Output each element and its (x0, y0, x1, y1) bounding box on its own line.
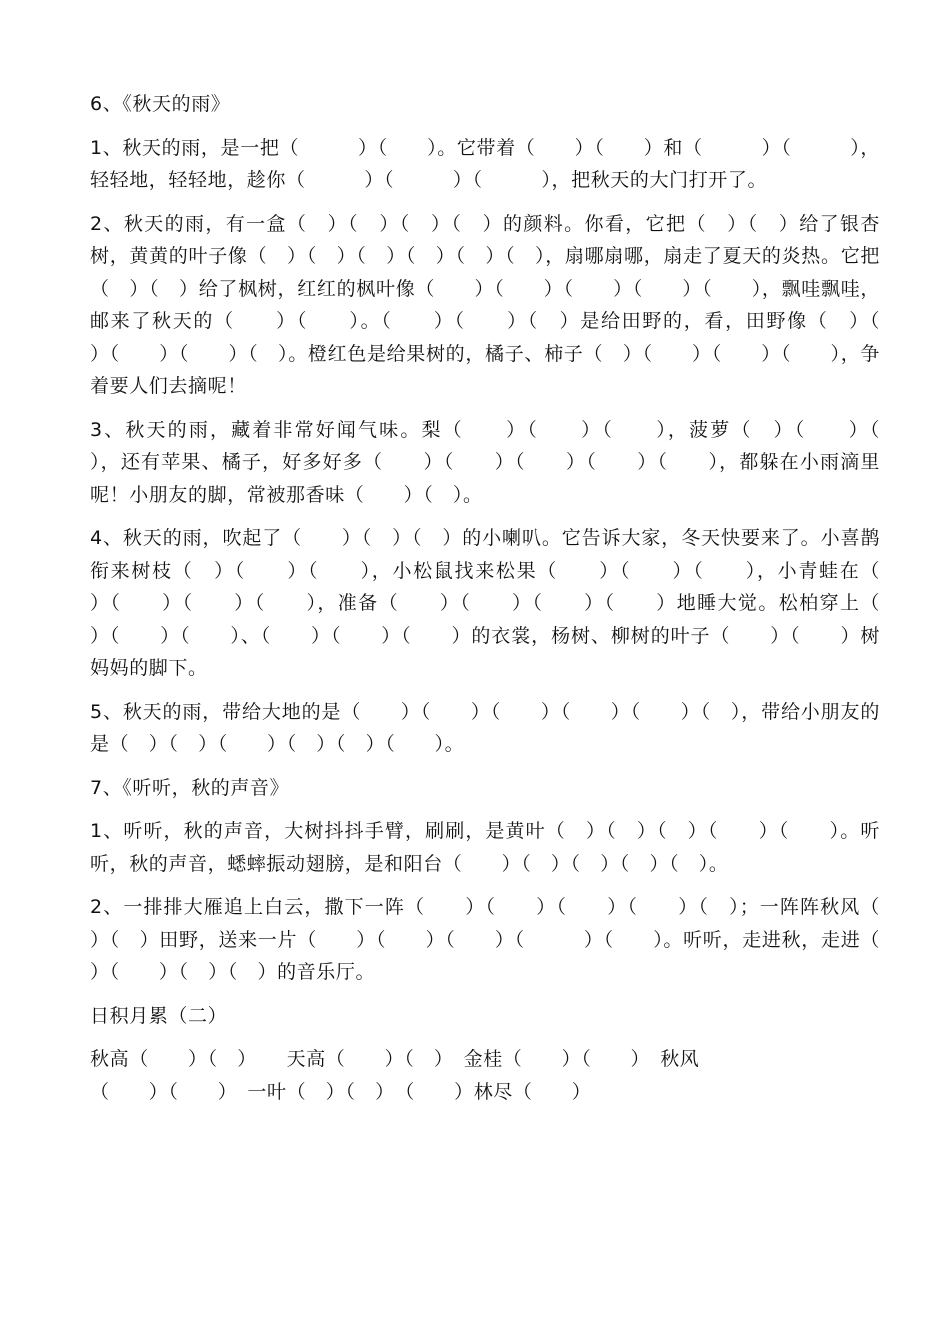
idioms-line-1: 秋高（ ）（ ） 天高（ ）（ ） 金桂（ ）（ ） 秋风 (90, 1048, 700, 1070)
section-6-paragraph-3: 3、秋天的雨，藏着非常好闻气味。梨（ ）（ ）（ ），菠萝（ ）（ ）（ ），还有苹果、橘子，好多好多（ ）（ ）（ ）（ ）（ ），都躲在小雨滴里呢！小朋友的脚，常被那香味（ ）（ ）。 (90, 418, 920, 506)
worksheet-page (90, 88, 920, 1108)
section-6-paragraph-1: 1、秋天的雨，是一把（ ）（ ）。它带着（ ）（ ）和（ ）（ ），轻轻地，轻轻地，趁你（ ）（ ）（ ），把秋天的大门打开了。 (90, 136, 880, 191)
section-7-paragraph-2: 2、一排排大雁追上白云，撒下一阵（ ）（ ）（ ）（ ）（ ）；一阵阵秋风（ ）（ ）田野，送来一片（ ）（ ）（ ）（ ）（ ）。听听，走进秋，走进（ ）（ ）（ ）（ ）的音乐厅。 (90, 896, 920, 983)
section-6-paragraph-2: 2、秋天的雨，有一盒（ ）（ ）（ ）（ ）的颜料。你看，它把（ ）（ ）给了银杏树，黄黄的叶子像（ ）（ ）（ ）（ ）（ ）（ ），扇哪扇哪，扇走了夏天的炎热。它把（ ）（ ）给了枫树，红红的枫叶像（ ）（ ）（ ）（ ）（ ），飘哇飘哇，邮来了秋天的（ ）（ ）。（ ）（ ）（ ）是给田野的，看，田野像（ ）（ ）（ ）（ ）（ ）。橙红色是给果树的，橘子、柿子（ ）（ ）（ ）（ ），争着要人们去摘呢！ (90, 212, 920, 397)
section-7-title: 7、《听听，秋的声音》 (90, 776, 290, 799)
section-7-paragraph-1: 1、听听，秋的声音，大树抖抖手臂，刷刷，是黄叶（ ）（ ）（ ）（ ）（ ）。听听，秋的声音，蟋蟀振动翅膀，是和阳台（ ）（ ）（ ）（ ）（ ）。 (90, 820, 880, 875)
section-6-title: 6、《秋天的雨》 (90, 93, 231, 115)
idioms-line-2: （ ）（ ） 一叶（ ）（ ） （ ）林尽（ ） (90, 1080, 592, 1103)
section-6-paragraph-4: 4、秋天的雨，吹起了（ ）（ ）（ ）的小喇叭。它告诉大家，冬天快要来了。小喜鹊衔来树枝（ ）（ ）（ ），小松鼠找来松果（ ）（ ）（ ），小青蛙在（ ）（ ）（ ）（ ），准备（ ）（ ）（ ）（ ）地睡大觉。松柏穿上（ ）（ ）（ ）、（ ）（ ）（ ）的衣裳，杨树、柳树的叶子（ ）（ ）树妈妈的脚下。 (90, 527, 920, 679)
idioms-title: 日积月累（二） (90, 1004, 228, 1027)
section-6-paragraph-5: 5、秋天的雨，带给大地的是（ ）（ ）（ ）（ ）（ ）（ ），带给小朋友的是（ ）（ ）（ ）（ ）（ ）（ ）。 (90, 700, 880, 755)
